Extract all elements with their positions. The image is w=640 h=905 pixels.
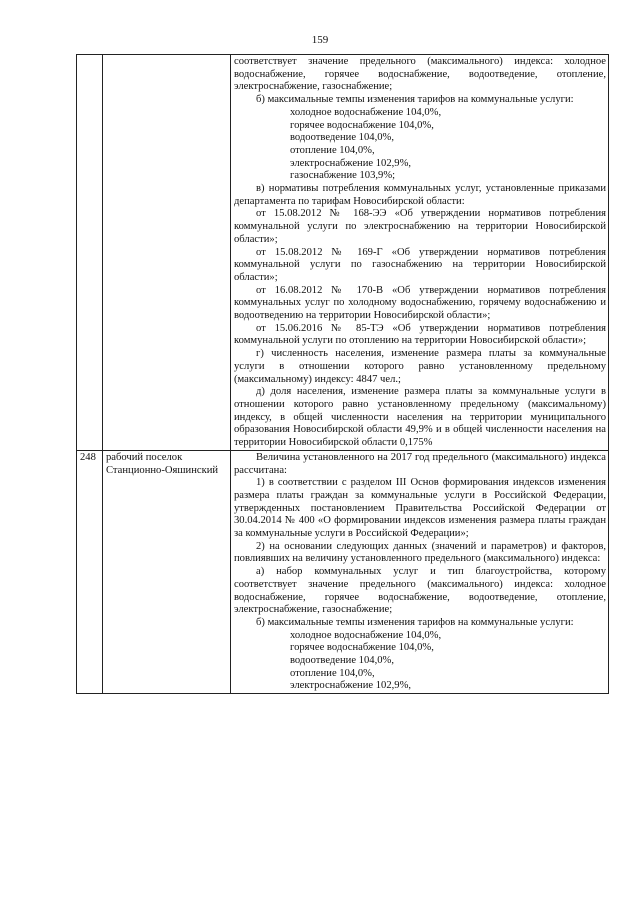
paragraph: соответствует значение предельного (максимального) индекса: холодное водоснабжение, горячее водоснабжение, водоотведение, отопление, электроснабжение, газоснабжение; [234, 56, 606, 93]
paragraph: горячее водоснабжение 104,0%, [290, 119, 434, 131]
paragraph: водоотведение 104,0%, [290, 655, 394, 667]
settlement-name-cell: рабочий поселок Станционно-Ояшинский [103, 450, 231, 693]
paragraph: водоотведение 104,0%, [290, 132, 394, 144]
paragraph: от 15.08.2012 № 169-Г «Об утверждении нормативов потребления коммунальной услуги по газоснабжению на территории Новосибирской области»; [234, 246, 606, 283]
paragraph: д) доля населения, изменение размера платы за коммунальные услуги в отношении которого равно установленному предельному (максимальному) индексу, в общей численности населения на территории муниципального образования Новосибирской области 49,9% и в общей численности населения на территории Новосибирской области 0,175% [234, 386, 606, 449]
page-number: 159 [311, 34, 329, 46]
settlement-name-cell [103, 55, 231, 451]
paragraph: Величина установленного на 2017 год предельного (максимального) индекса рассчитана: [234, 451, 606, 476]
table-row [77, 55, 609, 451]
paragraph: 2) на основании следующих данных (значений и параметров) и факторов, повлиявших на величину установленного предельного (максимального) индекса: [234, 540, 606, 565]
paragraph: отопление 104,0%, [290, 667, 375, 679]
paragraph: холодное водоснабжение 104,0%, [290, 106, 442, 118]
paragraph: от 16.08.2012 № 170-В «Об утверждении нормативов потребления коммунальных услуг по холодному водоснабжению, горячему водоснабжению и водоотведению на территории Новосибирской области»; [234, 284, 606, 322]
paragraph: горячее водоснабжение 104,0%, [290, 642, 434, 654]
paragraph: газоснабжение 103,9%; [290, 170, 396, 182]
description-cell [231, 55, 609, 451]
paragraph: электроснабжение 102,9%, [290, 157, 412, 169]
row-number-cell [77, 55, 103, 451]
paragraph: г) численность населения, изменение размера платы за коммунальные услуги в отношении которого равно установленному предельному (максимальному) индексу: 4847 чел.; [234, 348, 606, 385]
paragraph: б) максимальные темпы изменения тарифов на коммунальные услуги: [256, 616, 574, 628]
paragraph: б) максимальные темпы изменения тарифов на коммунальные услуги: [256, 94, 574, 106]
paragraph: а) набор коммунальных услуг и тип благоустройства, которому соответствует значение предельного (максимального) индекса: холодное водоснабжение, горячее водоснабжение, водоотведение, отопление, электроснабжение, газоснабжение; [234, 566, 606, 616]
document-table [76, 54, 609, 694]
paragraph: 1) в соответствии с разделом III Основ формирования индексов изменения размера платы граждан за коммунальные услуги в Российской Федерации, утвержденных постановлением Правительства Российской Федерации от 30.04.2014 № 400 «О формировании индексов изменения размера платы граждан за коммунальные услуги в Российской Федерации»; [234, 477, 606, 540]
paragraph: холодное водоснабжение 104,0%, [290, 629, 442, 641]
table-row [77, 450, 609, 693]
paragraph: отопление 104,0%, [290, 144, 375, 156]
paragraph: от 15.06.2016 № 85-ТЭ «Об утверждении нормативов потребления коммунальной услуги по отоплению на территории Новосибирской области»; [234, 322, 606, 347]
paragraph: электроснабжение 102,9%, [290, 680, 412, 692]
description-cell [231, 450, 609, 693]
row-number-cell: 248 [77, 450, 103, 693]
paragraph: в) нормативы потребления коммунальных услуг, установленные приказами департамента по тарифам Новосибирской области: [234, 183, 606, 207]
paragraph: от 15.08.2012 № 168-ЭЭ «Об утверждении нормативов потребления коммунальной услуги по электроснабжению на территории Новосибирской области»; [234, 208, 606, 245]
